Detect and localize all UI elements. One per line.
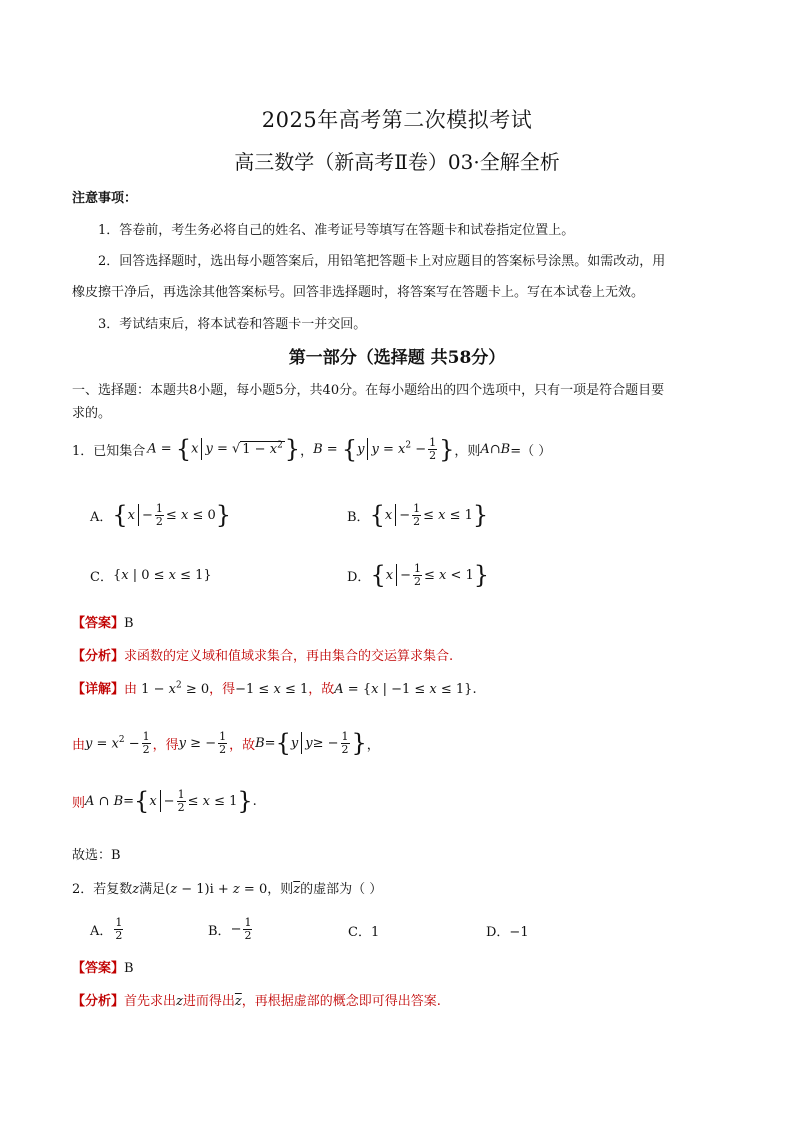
q2-tail: 的虚部为（ ） (300, 882, 383, 897)
q2-analysis: 【分析】首先求出z进而得出$\overline{z}$，再根据虚部的概念即可得出答案. (72, 994, 441, 1009)
analysis-text: 求函数的定义域和值域求集合，再由集合的交运算求集合. (124, 649, 454, 664)
q1-analysis (72, 645, 453, 664)
set-b-expression: B = {y $y = x^2$ − $\frac{1}{2}$ } (313, 435, 455, 463)
q2-mid2: ，则 (267, 882, 294, 897)
q1-option-b[interactable]: B． { x − $\frac{1}{2}$ ≤ x ≤ 1 } (347, 501, 489, 529)
answer-tag: 【答案】 (72, 961, 125, 976)
q2-option-b[interactable]: B． − $\frac{1}{2}$ (208, 915, 252, 942)
q2-prefix: 2．若复数 (72, 882, 133, 897)
option-c-label: C． (90, 569, 113, 585)
section-intro-b: 求的。 (72, 406, 112, 421)
q2-option-d[interactable]: D．−1 (486, 925, 529, 940)
detail-text-f: ，故 (229, 737, 256, 753)
option-b-label: B． (208, 923, 231, 939)
detail-text-b: ，得 (209, 682, 236, 697)
option-a-label: A． (90, 923, 113, 939)
q1-ask: =（ ） (510, 443, 552, 459)
section-intro-a: 一、选择题：本题共8小题，每小题5分，共40分。在每小题给出的四个选项中，只有一项是符合题目要 (72, 383, 665, 398)
detail-text-a: 由 (124, 682, 138, 697)
detail-text-g: 则 (72, 795, 86, 811)
q1-detail-line-2: 由 $y = x^2$ − $\frac{1}{2}$ ，得 y ≥ − $\frac{1}{2}$ ，故 B = { y y ≥ − $\frac{1}{2}$ } ， (72, 729, 380, 757)
answer-tag: 【答案】 (72, 616, 125, 631)
question-2-stem: 2．若复数z满足(z − 1)i + z = 0，则$\overline{z}$的虚部为（ ） (72, 882, 383, 897)
page-title: 2025年高考第二次模拟考试 (261, 108, 533, 132)
notice-heading: 注意事项： (72, 191, 138, 206)
page-subtitle: 高三数学（新高考Ⅱ卷）03·全解全析 (234, 150, 560, 174)
set-a-expression: A = {x y = √ $1 - x^2$} (147, 435, 301, 463)
q2-answer (72, 957, 134, 976)
notice-item-3: 3．考试结束后，将本试卷和答题卡一并交回。 (98, 317, 367, 332)
notice-item-1: 1．答卷前，考生务必将自己的姓名、准考证号等填写在答题卡和试卷指定位置上。 (98, 223, 575, 238)
q2-mid1: 满足 (139, 882, 166, 897)
q1-option-d[interactable]: D． { x − $\frac{1}{2}$ ≤ x < 1 } (347, 561, 490, 589)
answer-value: B (124, 961, 134, 976)
notice-item-2b: 橡皮擦干净后，再选涂其他答案标号。回答非选择题时，将答案写在答题卡上。写在本试卷上无效。 (72, 285, 645, 300)
q2-option-a[interactable]: A． $\frac{1}{2}$ (90, 915, 123, 942)
q1-detail-line-1: 【详解】由 $1 - x^2 \ge 0$，得−1 ≤ x ≤ 1，故A = {x | −1 ≤ x ≤ 1}. (72, 680, 477, 697)
option-a-label: A． (90, 509, 113, 525)
q1-option-a[interactable]: A． { x − $\frac{1}{2}$ ≤ x ≤ 0 } (90, 501, 232, 529)
q1-tail: ，则 (454, 443, 481, 459)
analysis-text-c: ，再根据虚部的概念即可得出答案. (241, 994, 441, 1009)
detail-text-e: ，得 (152, 737, 179, 753)
detail-text-c: ，故 (308, 682, 335, 697)
intersection-expression: A∩B (480, 441, 511, 457)
analysis-text-b: 进而得出 (182, 994, 235, 1009)
section-title: 第一部分（选择题 共58分） (288, 348, 506, 368)
q2-option-c[interactable]: C．1 (348, 925, 380, 940)
answer-value: B (124, 616, 134, 631)
analysis-tag: 【分析】 (72, 994, 125, 1009)
q1-option-c[interactable]: C． {x | 0 ≤ x ≤ 1} (90, 567, 212, 585)
q1-prefix: 1．已知集合 (72, 443, 146, 459)
analysis-tag: 【分析】 (72, 649, 125, 664)
option-d-label: D． (347, 569, 371, 585)
question-1-stem (72, 434, 551, 464)
q1-choice: 故选：B (72, 848, 121, 863)
q1-answer (72, 612, 134, 631)
q1-sep: ， (300, 443, 314, 459)
detail-text-d: 由 (72, 737, 86, 753)
q1-detail-line-3: 则 A ∩ B = { x − $\frac{1}{2}$ ≤ x ≤ 1 } . (72, 787, 257, 815)
analysis-text-a: 首先求出 (124, 994, 177, 1009)
notice-item-2a: 2．回答选择题时，选出每小题答案后，用铅笔把答题卡上对应题目的答案标号涂黑。如需改动，用 (98, 254, 666, 269)
option-b-label: B． (347, 509, 370, 525)
detail-tag: 【详解】 (72, 682, 125, 697)
